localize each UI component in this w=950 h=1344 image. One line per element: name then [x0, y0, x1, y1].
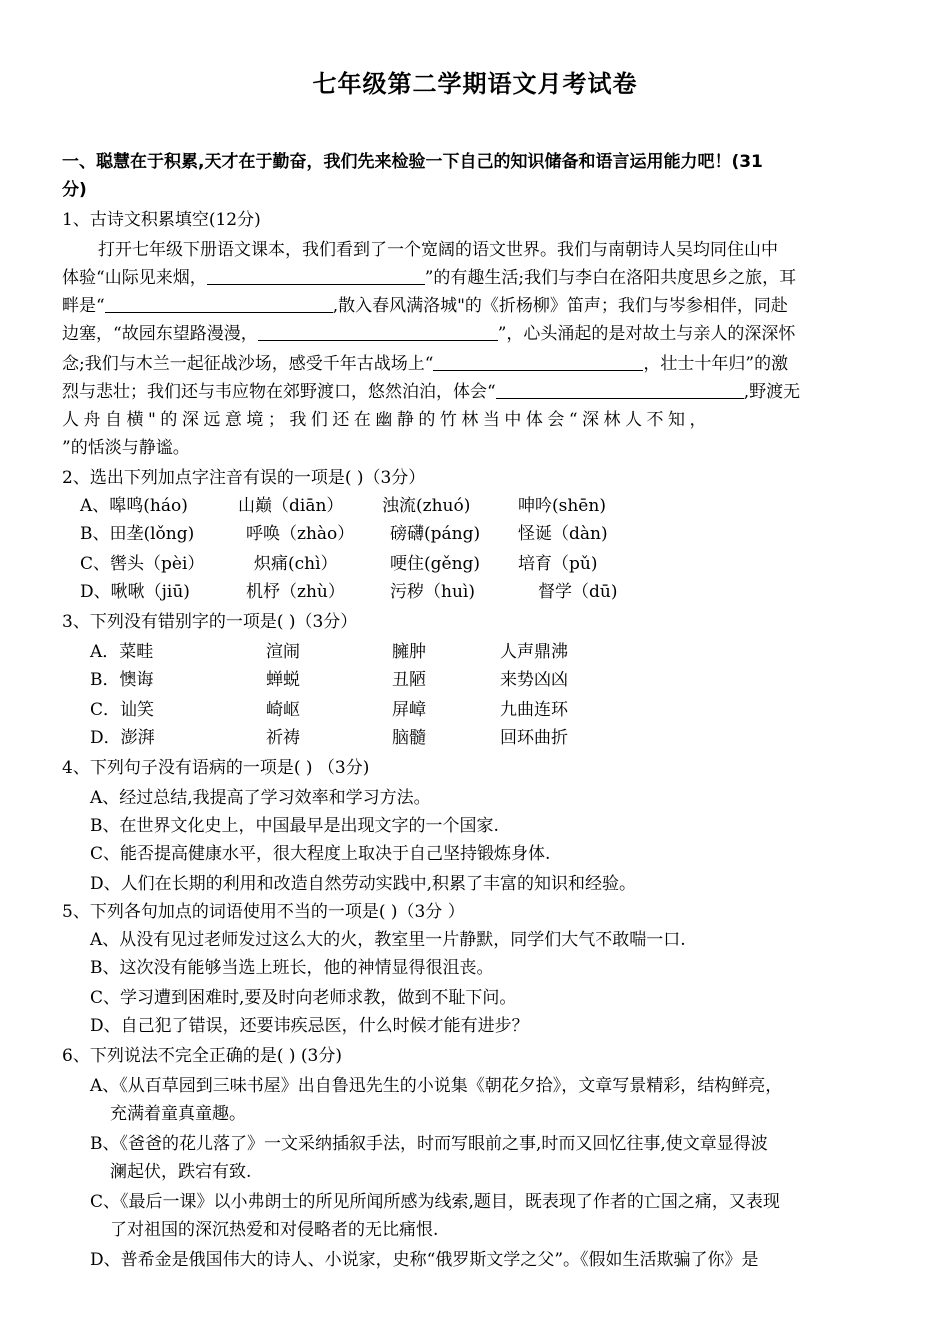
q1-text-part: 体验“山际见来烟， — [62, 268, 207, 288]
q3-option-a2: 渲闹 — [266, 642, 300, 662]
q1-text-part: 边塞，“故园东望路漫漫， — [62, 324, 258, 344]
q3-option-d2: 祈祷 — [266, 728, 300, 748]
q4-option-c: C、能否提高健康水平，很大程度上取决于自己坚持锻炼身体. — [90, 844, 551, 864]
question-2-stem: 2、选出下列加点字注音有误的一项是( )（3分） — [62, 468, 426, 488]
q2-option-c4: 培育（pǔ) — [518, 554, 598, 574]
q3-option-a3: 臃肿 — [392, 642, 426, 662]
q5-option-d: D、自己犯了错误，还要讳疾忌医，什么时候才能有进步？ — [90, 1016, 529, 1036]
q1-text-part: 畔是“ — [62, 296, 105, 316]
q3-option-d1: D．澎湃 — [90, 728, 155, 748]
q3-option-c3: 屏嶂 — [392, 700, 426, 720]
q4-option-a: A、经过总结,我提高了学习效率和学习方法。 — [90, 788, 431, 808]
q4-option-d: D、人们在长期的利用和改造自然劳动实践中,积累了丰富的知识和经验。 — [90, 874, 637, 894]
q6-option-c: C、《最后一课》以小弗朗士的所见所闻所感为线索,题目，既表现了作者的亡国之痛，又表现 — [90, 1192, 780, 1212]
q2-option-a3: 浊流(zhuó) — [382, 496, 471, 516]
q6-option-a: A、《从百草园到三味书屋》出自鲁迅先生的小说集《朝花夕拾》，文章写景精彩，结构鲜亮， — [90, 1076, 783, 1096]
q3-option-d4: 回环曲折 — [500, 728, 568, 748]
q4-option-b: B、在世界文化史上，中国最早是出现文字的一个国家. — [90, 816, 499, 836]
q6-option-b-cont: 澜起伏，跌宕有致. — [110, 1162, 252, 1182]
q2-option-b3: 磅礴(páng) — [390, 524, 481, 544]
q1-text: 人舟自横"的深远意境；我们还在幽静的竹林当中体会“深林人不知， — [62, 410, 712, 430]
q2-option-b4: 怪诞（dàn) — [518, 524, 608, 544]
q1-text-part: ，壮士十年归”的激 — [643, 354, 789, 374]
q1-text — [62, 380, 800, 404]
q2-option-d2: 机杼（zhù） — [246, 582, 345, 602]
answer-blank[interactable] — [105, 294, 333, 313]
q3-option-d3: 脑髓 — [392, 728, 426, 748]
q2-option-c3: 哽住(gěng) — [390, 554, 481, 574]
q2-option-a2: 山巅（diān） — [238, 496, 344, 516]
answer-blank[interactable] — [258, 322, 498, 341]
section-heading: 一、聪慧在于积累,天才在于勤奋，我们先来检验一下自己的知识储备和语言运用能力吧！(31 — [62, 152, 763, 172]
q1-text-part: ,野渡无 — [743, 382, 801, 402]
q5-option-a: A、从没有见过老师发过这么大的火，教室里一片静默，同学们大气不敢喘一口. — [90, 930, 686, 950]
q2-option-b1: B、田垄(lǒng) — [80, 524, 195, 544]
section-heading-cont: 分) — [62, 180, 87, 200]
q6-option-a-cont: 充满着童真童趣。 — [110, 1104, 246, 1124]
q3-option-c2: 崎岖 — [266, 700, 300, 720]
q3-option-a4: 人声鼎沸 — [500, 642, 568, 662]
q3-option-a1: A．菜畦 — [90, 642, 154, 662]
q6-option-b: B、《爸爸的花儿落了》一文采纳插叙手法，时而写眼前之事,时而又回忆往事,使文章显得波 — [90, 1134, 768, 1154]
q3-option-b1: B．懊诲 — [90, 670, 154, 690]
q2-option-d3: 污秽（huì) — [390, 582, 475, 602]
q2-option-d1: D、啾啾（jiū) — [80, 582, 190, 602]
q1-text-part: ”的有趣生活;我们与李白在洛阳共度思乡之旅，耳 — [424, 268, 797, 288]
q1-text — [62, 294, 788, 318]
q2-option-d4: 督学（dū) — [538, 582, 618, 602]
q1-text — [62, 322, 795, 346]
q1-text — [62, 266, 796, 290]
q2-option-b2: 呼唤（zhào） — [246, 524, 355, 544]
answer-blank[interactable] — [496, 380, 744, 399]
q3-option-b4: 来势凶凶 — [500, 670, 568, 690]
q1-text-part: 烈与悲壮；我们还与韦应物在郊野渡口，悠然泊泊，体会“ — [62, 382, 496, 402]
answer-blank[interactable] — [207, 266, 425, 285]
question-5-stem: 5、下列各句加点的词语使用不当的一项是( )（3分 ） — [62, 902, 465, 922]
q2-option-c2: 炽痛(chì） — [254, 554, 338, 574]
q3-option-c4: 九曲连环 — [500, 700, 568, 720]
question-3-stem: 3、下列没有错别字的一项是( )（3分） — [62, 612, 358, 632]
q1-text: 打开七年级下册语文课本，我们看到了一个宽阔的语文世界。我们与南朝诗人吴均同住山中 — [98, 240, 778, 260]
q1-text-part: ,散入春风满洛城"的《折杨柳》笛声；我们与岑参相伴，同赴 — [332, 296, 788, 316]
q3-option-b2: 蝉蜕 — [266, 670, 300, 690]
q3-option-b3: 丑陋 — [392, 670, 426, 690]
q2-option-c1: C、辔头（pèi） — [80, 554, 205, 574]
question-1-stem: 1、古诗文积累填空(12分) — [62, 210, 261, 230]
q2-option-a4: 呻吟(shēn) — [518, 496, 606, 516]
q1-text-part: 念;我们与木兰一起征战沙场，感受千年古战场上“ — [62, 354, 434, 374]
q1-text-part: ”，心头涌起的是对故土与亲人的深深怀 — [497, 324, 796, 344]
question-6-stem: 6、下列说法不完全正确的是( ) (3分) — [62, 1046, 342, 1066]
q1-text — [62, 352, 788, 376]
q5-option-b: B、这次没有能够当选上班长，他的神情显得很沮丧。 — [90, 958, 494, 978]
page-title: 七年级第二学期语文月考试卷 — [312, 70, 638, 98]
q2-option-a1: A、嗥鸣(háo) — [80, 496, 188, 516]
q6-option-d: D、普希金是俄国伟大的诗人、小说家，史称“俄罗斯文学之父”。《假如生活欺骗了你》是 — [90, 1250, 759, 1270]
question-4-stem: 4、下列句子没有语病的一项是( ) （3分) — [62, 758, 370, 778]
q5-option-c: C、学习遭到困难时,要及时向老师求教，做到不耻下问。 — [90, 988, 517, 1008]
q6-option-c-cont: 了对祖国的深沉热爱和对侵略者的无比痛恨. — [110, 1220, 439, 1240]
q1-text: ”的恬淡与静谧。 — [62, 438, 190, 458]
answer-blank[interactable] — [433, 352, 643, 371]
q3-option-c1: C．讪笑 — [90, 700, 155, 720]
